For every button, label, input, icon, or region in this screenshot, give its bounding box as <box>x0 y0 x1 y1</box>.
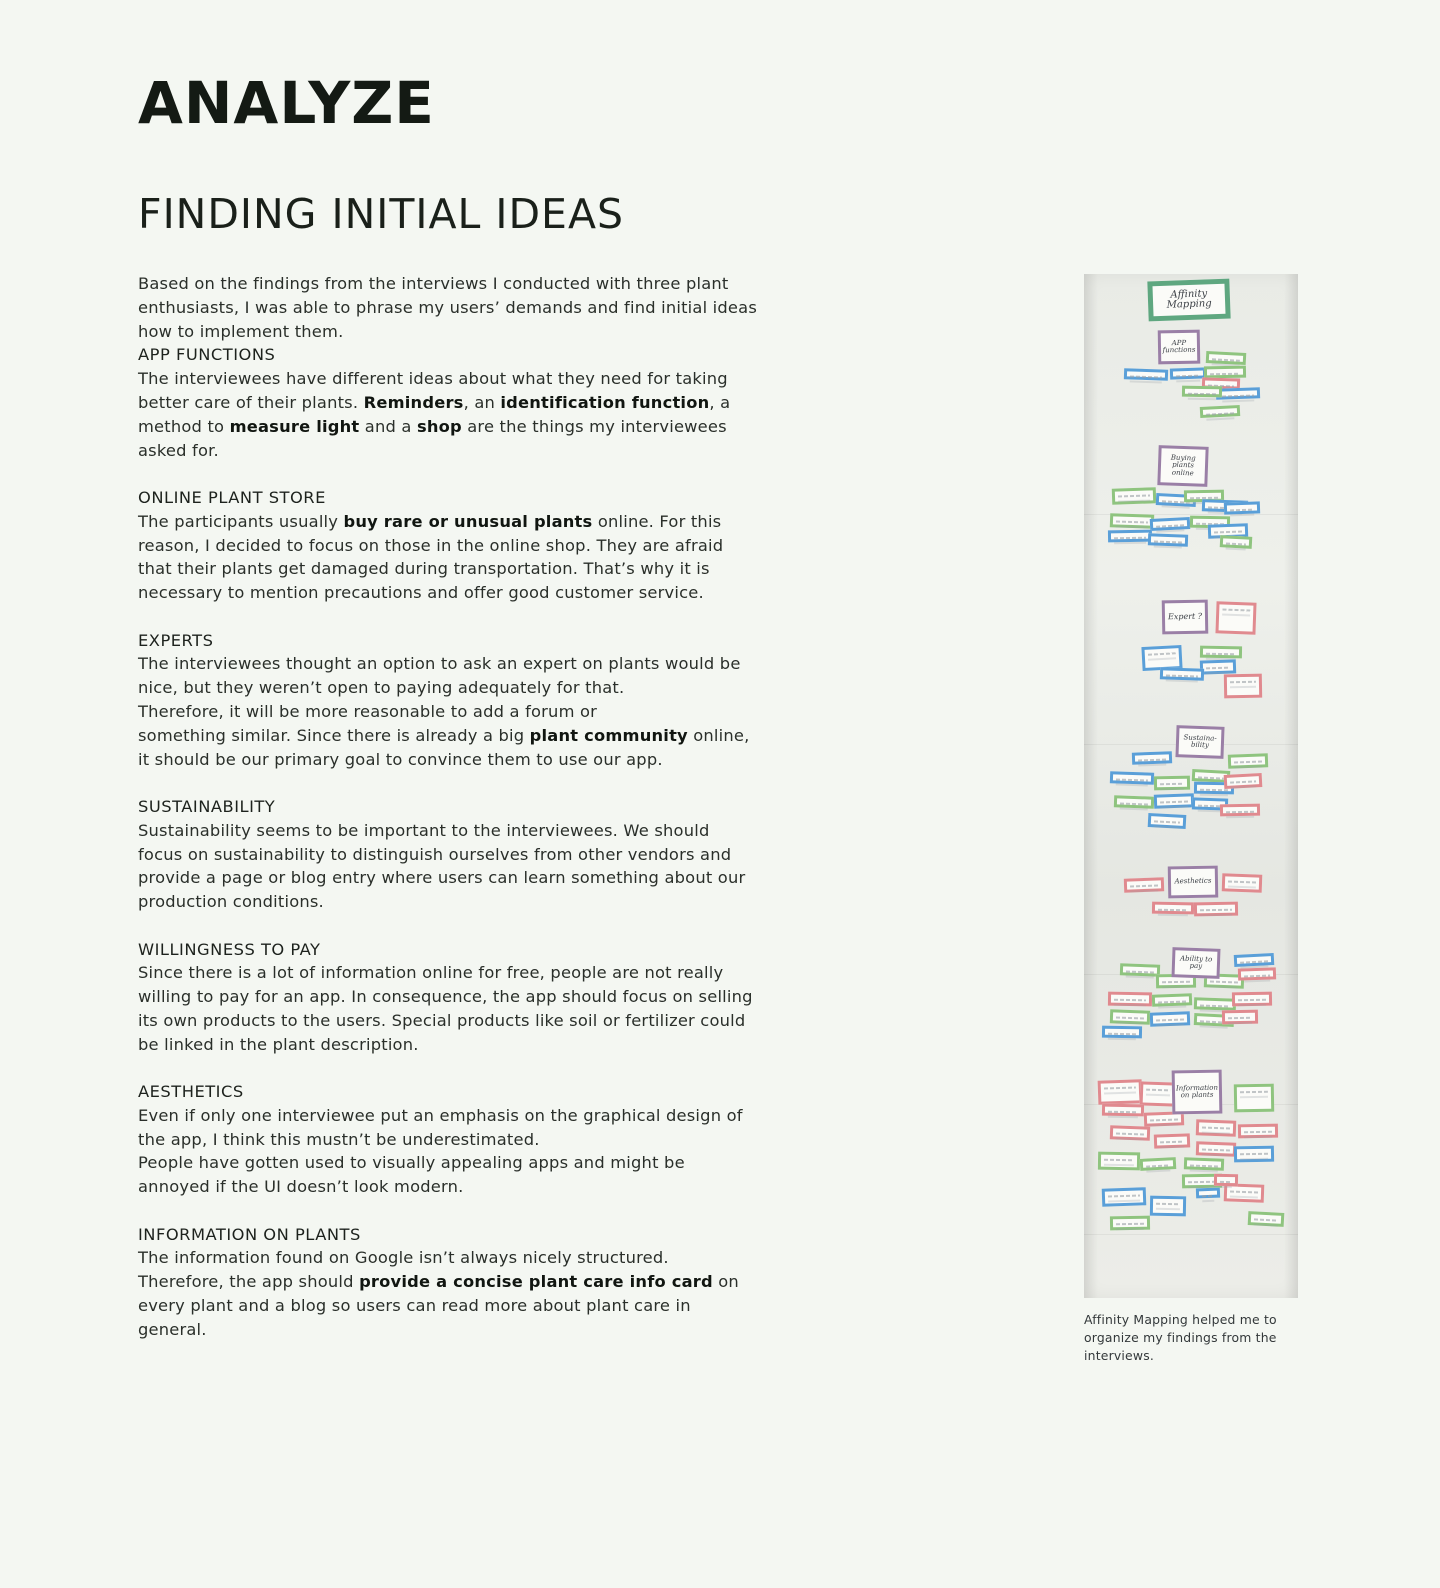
affinity-mapping-photo <box>1084 274 1298 1298</box>
figure-caption: Affinity Mapping helped me to organize my findings from the interviews. <box>1084 1312 1277 1363</box>
sticky-note <box>1238 967 1276 980</box>
cluster-label-note: Aesthetics <box>1168 866 1219 899</box>
topic-block <box>138 795 758 914</box>
body-text: The participants usually <box>138 511 344 531</box>
topic-title: INFORMATION ON PLANTS <box>138 1224 361 1244</box>
section-title: FINDING INITIAL IDEAS <box>138 190 625 238</box>
sticky-note <box>1222 1010 1258 1025</box>
board-title-note: Affinity Mapping <box>1147 279 1230 322</box>
topic-block <box>138 486 758 605</box>
sticky-note <box>1124 368 1168 381</box>
sticky-note <box>1124 877 1164 892</box>
sticky-note <box>1154 1133 1190 1148</box>
sticky-note <box>1152 902 1194 915</box>
emphasis-text: provide a concise plant care info card <box>359 1272 713 1292</box>
body-text: People have gotten used to visually appealing apps and might be annoyed if the UI doesn’t look modern. <box>138 1153 685 1197</box>
sticky-note <box>1184 1157 1224 1170</box>
topic-body <box>138 652 758 771</box>
topic-title: AESTHETICS <box>138 1082 244 1102</box>
body-text: Since there is a lot of information online for free, people are not really willing to pay for an app. In consequence, the app should focus on selling its own products to the users. Special products like soil or fertilizer could be linked in the plant description. <box>138 963 753 1054</box>
sticky-note <box>1238 1124 1278 1139</box>
body-text: online. For this reason, I decided to focus on those in the online shop. They are afraid that their plants get damaged during transportation. That’s why it is necessary to mention precautions and offer good customer service. <box>138 511 724 603</box>
sticky-note <box>1140 1157 1177 1171</box>
body-text: The interviewees have different ideas about what they need for taking better care of their plants. <box>138 369 728 412</box>
topic-block <box>138 629 758 772</box>
sticky-note <box>1154 776 1190 791</box>
sticky-note <box>1110 1009 1150 1024</box>
sticky-note <box>1224 773 1263 789</box>
sticky-note <box>1234 1146 1274 1163</box>
emphasis-text: measure light <box>229 416 360 436</box>
body-text: Sustainability seems to be important to the interviewees. We should focus on sustainability to distinguish ourselves from other vendors and provide a page or blog entry where users can learn something about our production conditions. <box>138 820 746 912</box>
sticky-note <box>1114 795 1154 808</box>
sticky-note <box>1110 1125 1150 1140</box>
body-text: online, it should be our primary goal to convince them to use our app. <box>138 725 750 769</box>
cluster-label-note: Sustaina- bility <box>1175 725 1224 759</box>
topic-block <box>138 1080 758 1199</box>
sticky-note <box>1194 902 1238 917</box>
sticky-note <box>1120 963 1160 976</box>
sticky-note <box>1170 367 1206 379</box>
sticky-note <box>1110 513 1154 529</box>
topic-body <box>138 961 758 1056</box>
sticky-note <box>1150 517 1191 531</box>
sticky-note <box>1224 1183 1265 1202</box>
sticky-note <box>1098 1152 1140 1171</box>
topic-block <box>138 938 758 1057</box>
body-text: , an <box>463 392 501 412</box>
topic-body <box>138 1246 758 1341</box>
cluster-label-note: Expert ? <box>1162 600 1209 635</box>
sticky-note <box>1228 753 1268 768</box>
body-text: on every plant and a blog so users can read more about plant care in general. <box>138 1272 739 1339</box>
sticky-note <box>1196 1119 1237 1136</box>
topic-body <box>138 510 758 605</box>
topic-body <box>138 819 758 914</box>
sticky-note <box>1160 667 1204 681</box>
sticky-note <box>1194 997 1236 1010</box>
photo-shade-right <box>1284 274 1298 1298</box>
sticky-note <box>1152 993 1192 1006</box>
body-text: The interviewees thought an option to ask an expert on plants would be nice, but they weren’t open to paying adequately for that. <box>138 654 741 698</box>
topic-title: WILLINGNESS TO PAY <box>138 939 321 959</box>
sticky-note <box>1248 1211 1285 1227</box>
body-text: , a method to <box>138 392 731 436</box>
emphasis-text: identification function <box>500 392 710 412</box>
intro-paragraph: Based on the findings from the interviews I conducted with three plant enthusiasts, I was able to phrase my users’ demands and find initial ideas how to implement them. <box>138 274 758 341</box>
body-text: are the things my interviewees asked for. <box>138 416 727 460</box>
sticky-note <box>1216 387 1260 400</box>
cluster-label-note: Information on plants <box>1172 1070 1223 1115</box>
body-text: and a <box>359 416 417 436</box>
sticky-note <box>1222 873 1263 892</box>
paper-fold <box>1084 1234 1298 1235</box>
sticky-note <box>1206 351 1247 365</box>
topic-body <box>138 1104 758 1199</box>
sticky-note <box>1200 659 1236 674</box>
photo-shade-left <box>1084 274 1098 1298</box>
sticky-note <box>1214 1174 1238 1186</box>
cluster-label-note: APP functions <box>1158 330 1201 365</box>
sticky-note <box>1224 501 1260 514</box>
body-text: Therefore, the app should <box>138 1272 360 1292</box>
body-text-column <box>138 272 758 1365</box>
sticky-note <box>1234 953 1275 967</box>
body-text: Therefore, it will be more reasonable to add a forum or <box>138 701 598 721</box>
sticky-note <box>1150 1011 1190 1026</box>
sticky-note <box>1108 530 1152 543</box>
emphasis-text: shop <box>416 416 462 436</box>
sticky-note <box>1148 533 1188 546</box>
topic-title: APP FUNCTIONS <box>138 345 276 365</box>
sticky-note <box>1154 793 1194 808</box>
sticky-note <box>1196 1141 1236 1156</box>
emphasis-text: buy rare or unusual plants <box>343 511 593 531</box>
sticky-note <box>1112 487 1157 505</box>
sticky-note <box>1150 1196 1186 1217</box>
sticky-note <box>1204 366 1246 379</box>
sticky-note <box>1234 1084 1274 1113</box>
sticky-note <box>1220 804 1260 817</box>
sticky-note <box>1132 751 1172 764</box>
topic-block <box>138 1223 758 1342</box>
topic-title: SUSTAINABILITY <box>138 796 276 816</box>
topic-title: EXPERTS <box>138 630 214 650</box>
sticky-note <box>1098 1079 1143 1105</box>
sticky-note <box>1102 1104 1144 1117</box>
emphasis-text: Reminders <box>363 392 464 412</box>
sticky-note <box>1200 646 1242 659</box>
sticky-note <box>1102 1026 1142 1039</box>
topic-title: ONLINE PLANT STORE <box>138 487 326 507</box>
body-text: Even if only one interviewee put an emphasis on the graphical design of the app, I think this mustn’t be underestimated. <box>138 1105 743 1149</box>
body-text: The information found on Google isn’t always nicely structured. <box>138 1248 669 1268</box>
body-text: something similar. Since there is already a big <box>138 725 530 745</box>
sticky-note <box>1232 992 1272 1007</box>
sticky-note <box>1200 405 1241 418</box>
sticky-note <box>1215 601 1256 634</box>
sticky-note <box>1196 1188 1220 1199</box>
sticky-note <box>1148 813 1187 829</box>
topic-block <box>138 343 758 462</box>
sticky-note <box>1102 1187 1147 1207</box>
sticky-note <box>1220 535 1253 549</box>
topic-body <box>138 367 758 462</box>
sticky-note <box>1110 1216 1150 1231</box>
page-title: ANALYZE <box>138 69 435 137</box>
sticky-note <box>1182 386 1222 398</box>
sticky-note <box>1140 1081 1177 1106</box>
emphasis-text: plant community <box>529 725 688 745</box>
cluster-label-note: Ability to pay <box>1171 947 1220 979</box>
sticky-note <box>1108 992 1152 1007</box>
cluster-label-note: Buying plants online <box>1157 445 1208 487</box>
sticky-note <box>1110 771 1154 785</box>
sticky-note <box>1224 674 1262 699</box>
topics-list <box>138 343 758 1341</box>
